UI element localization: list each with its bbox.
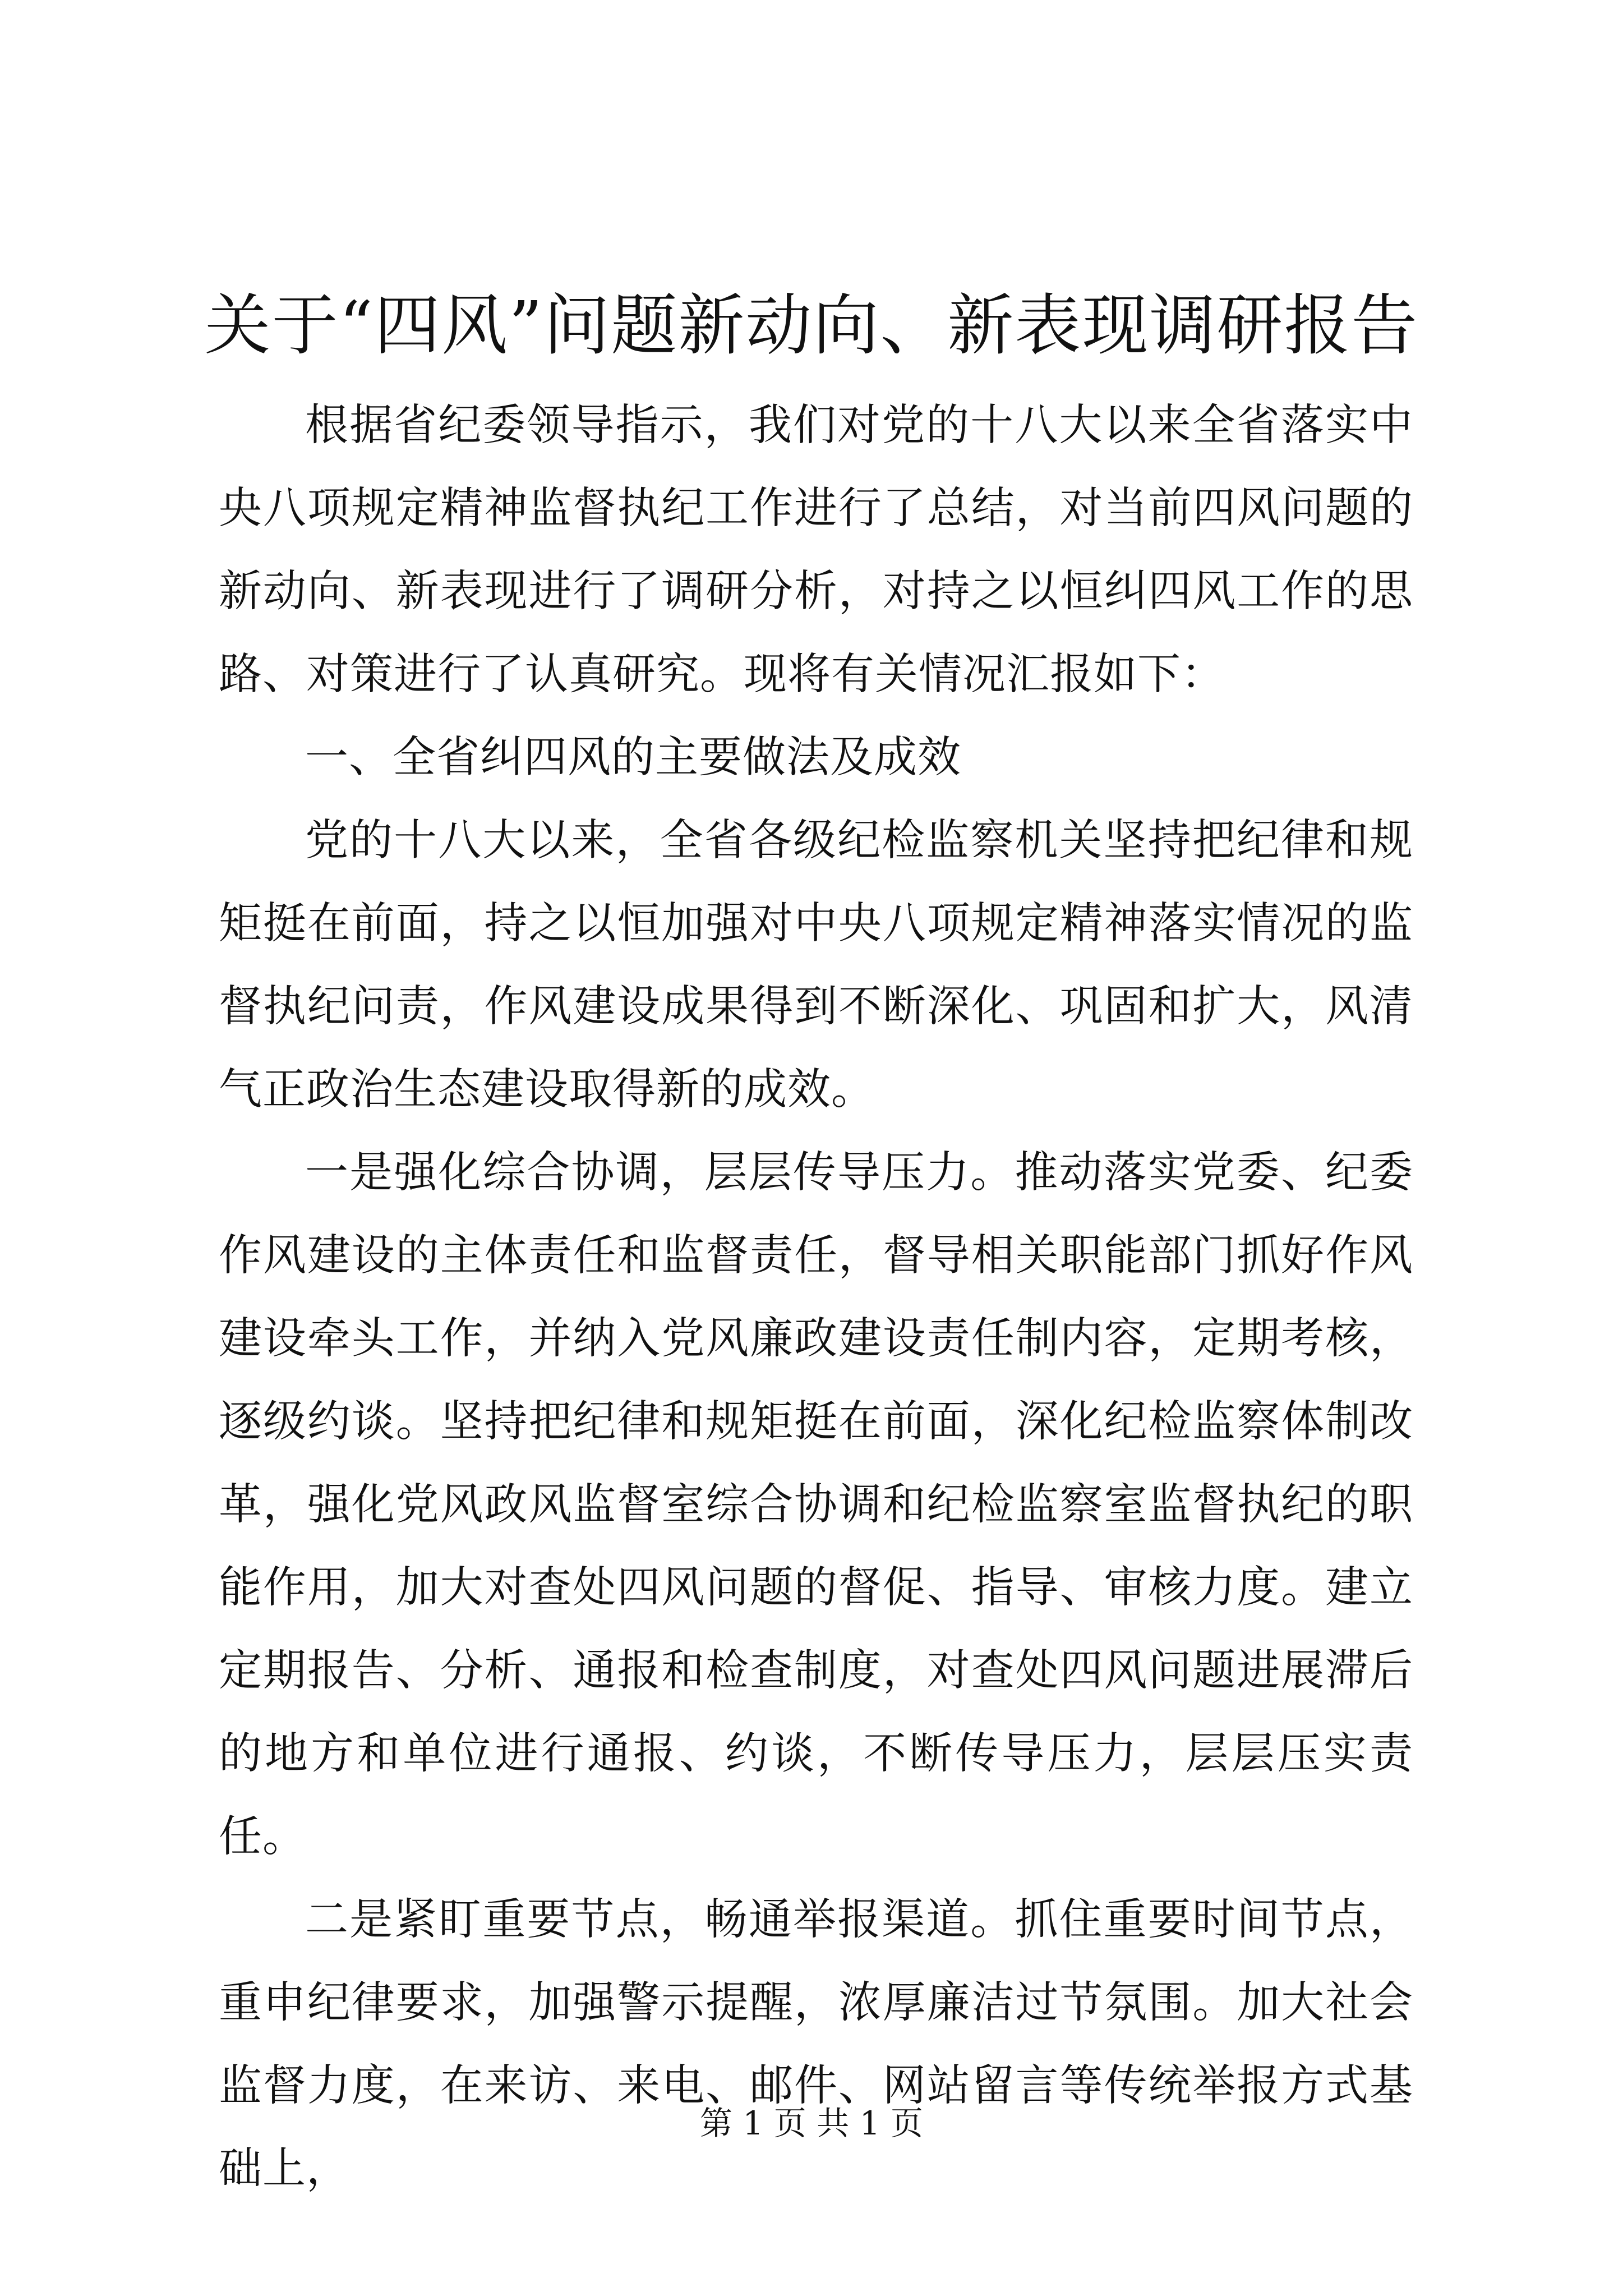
section-heading-1: 一、全省纠四风的主要做法及成效 [305, 733, 961, 783]
paragraph-point-2: 二是紧盯重要节点，畅通举报渠道。抓住重要时间节点，重申纪律要求，加强警示提醒，浓厚廉洁过节氛围。加大社会监督力度，在来访、来电、邮件、网站留言等传统举报方式基础上， [219, 1895, 1413, 2194]
document-title: 关于“四风”问题新动向、新表现调研报告 [204, 287, 1419, 364]
paragraph-overview: 党的十八大以来，全省各级纪检监察机关坚持把纪律和规矩挺在前面，持之以恒加强对中央八项规定精神落实情况的监督执纪问责，作风建设成果得到不断深化、巩固和扩大，风清气正政治生态建设取得新的成效。 [219, 816, 1413, 1115]
paragraph-point-1: 一是强化综合协调，层层传导压力。推动落实党委、纪委作风建设的主体责任和监督责任，督导相关职能部门抓好作风建设牵头工作，并纳入党风廉政建设责任制内容，定期考核，逐级约谈。坚持把纪律和规矩挺在前面，深化纪检监察体制改革，强化党风政风监督室综合协调和纪检监察室监督执纪的职能作用，加大对查处四风问题的督促、指导、审核力度。建立定期报告、分析、通报和检查制度，对查处四风问题进展滞后的地方和单位进行通报、约谈，不断传导压力，层层压实责任。 [219, 1148, 1413, 1862]
page-footer: 第 1 页 共 1 页 [700, 2104, 923, 2142]
paragraph-intro: 根据省纪委领导指示，我们对党的十八大以来全省落实中央八项规定精神监督执纪工作进行了总结，对当前四风问题的新动向、新表现进行了调研分析，对持之以恒纠四风工作的思路、对策进行了认真研究。现将有关情况汇报如下： [219, 401, 1413, 700]
document-body [219, 384, 1413, 2211]
